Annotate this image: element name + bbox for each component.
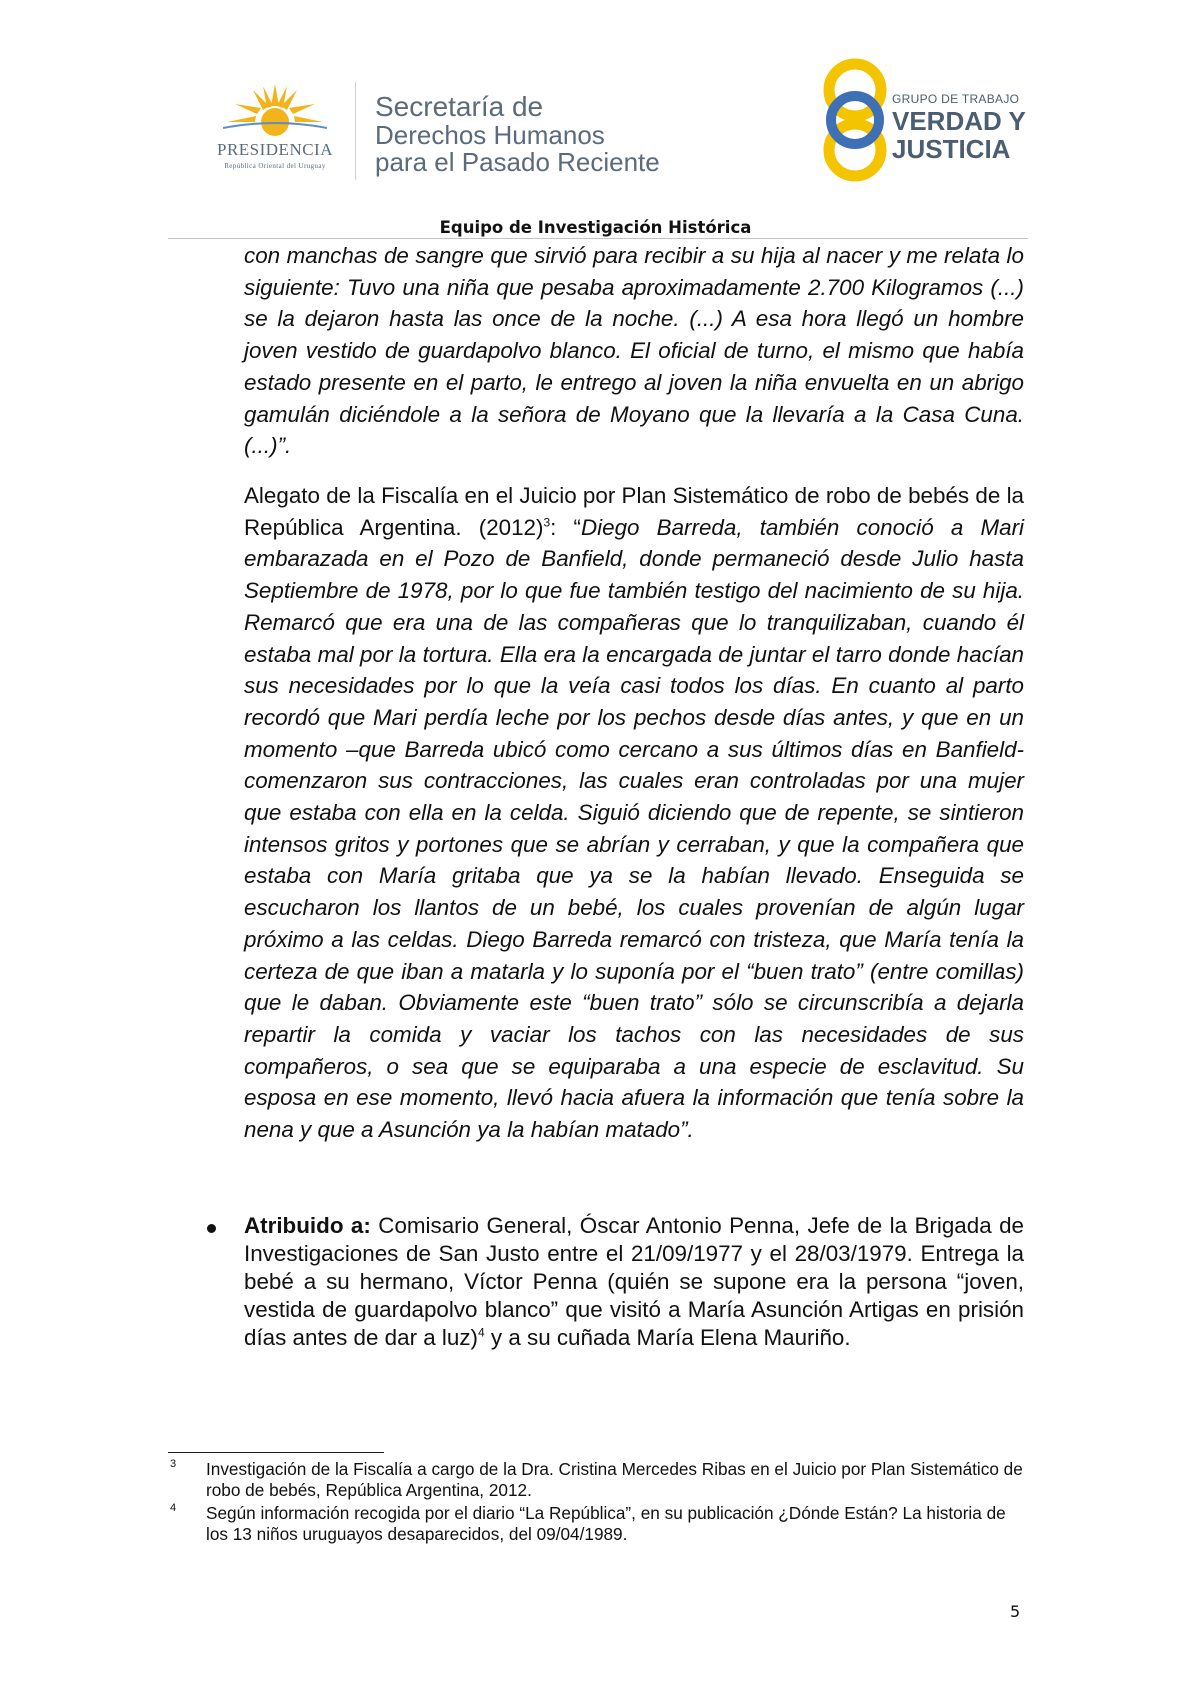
verdad-line: VERDAD Y (892, 106, 1026, 136)
footnote-rule (168, 1452, 384, 1453)
justicia-line: JUSTICIA (892, 134, 1011, 164)
header-rule (168, 238, 1028, 239)
secretaria-logotype (375, 92, 660, 176)
alegato-quote: Diego Barreda, también conoció a Mari embarazada en el Pozo de Banfield, donde permaneció desde Julio hasta Septiembre de 1978, por lo que fue también testigo del nacimiento de su hija. Remarcó que era una de las compañeras que lo tranquilizaban, cuando él estaba mal por la tortura. Ella era la encargada de juntar el tarro donde hacían sus necesidades por lo que la veía casi todos los días. En cuanto al parto recordó que Mari perdía leche por los pechos desde días antes, y que en un momento –que Barreda ubicó como cercano a sus últimos días en Banfield- comenzaron sus contracciones, las cuales eran controladas por una mujer que estaba con ella en la celda. Siguió diciendo que de repente, se sintieron intensos gritos y portones que se abrían y cerraban, y que la compañera que estaba con María gritaba que ya se la habían llevado. Enseguida se escucharon los llantos de un bebé, los cuales provenían de algún lugar próximo a las celdas. Diego Barreda remarcó con tristeza, que María tenía la certeza de que iban a matarla y lo suponía por el “buen trato” (entre comillas) que le daban. Obviamente este “buen trato” sólo se circunscribía a dejarla repartir la comida y vaciar los tachos con las necesidades de sus compañeros, o sea que se equiparaba a una especie de esclavitud. Su esposa en ese momento, llevó hacia afuera la información que tenía sobre la nena y que a Asunción ya la habían matado”. (244, 514, 1025, 1143)
footnote-text: Investigación de la Fiscalía a cargo de la Dra. Cristina Mercedes Ribas en el Juicio por Plan Sistemático de robo de bebés, República Argentina, 2012. (206, 1459, 1023, 1500)
paragraph-alegato (244, 480, 1024, 1146)
verdad-justicia-title (892, 107, 1026, 163)
page-number: 5 (1010, 1602, 1021, 1621)
team-title: Equipo de Investigación Histórica (439, 218, 752, 237)
footnote-number: 4 (170, 1502, 177, 1514)
bullet-atribuido (244, 1212, 1024, 1352)
linked-rings-icon (820, 58, 890, 183)
footnote-ref-4: 4 (478, 1325, 485, 1340)
paragraph-quote-continuation: con manchas de sangre que sirvió para recibir a su hija al nacer y me relata lo siguiente: Tuvo una niña que pesaba aproximadamente 2.700 Kilogramos (...) se la dejaron hasta las once de la noche. (...) A esa hora llegó un hombre joven vestido de guardapolvo blanco. El oficial de turno, el mismo que había estado presente en el parto, le entrego al joven la niña envuelta en un abrigo gamulán diciéndole a la señora de Moyano que la llevaría a la Casa Cuna. (...)”. (244, 243, 1024, 459)
footnote-ref-3: 3 (543, 515, 551, 530)
secretaria-line-3: para el Pasado Reciente (375, 147, 660, 177)
bullet-text: Comisario General, Óscar Antonio Penna, Jefe de la Brigada de Investigaciones de San Justo entre el 21/09/1977 y el 28/03/1979. Entrega la bebé a su hermano, Víctor Penna (quién se supone era la persona “joven, vestida de guardapolvo blanco” que visitó a María Asunción Artigas en prisión días antes de dar a luz) (244, 1213, 1024, 1350)
footnote-number: 3 (170, 1458, 177, 1470)
secretaria-line-1: Secretaría de (375, 91, 544, 122)
presidencia-name: PRESIDENCIA (216, 140, 333, 159)
logo-divider (355, 82, 356, 180)
secretaria-line-2: Derechos Humanos (375, 120, 605, 150)
footnote-text: Según información recogida por el diario “La República”, en su publicación ¿Dónde Están? La historia de los 13 niños uruguayos desaparecidos, del 09/04/1989. (206, 1503, 1006, 1544)
bullet-icon (207, 1224, 216, 1233)
presidencia-logo (195, 82, 355, 177)
bullet-tail: y a su cuñada María Elena Mauriño. (484, 1325, 851, 1350)
grupo-trabajo-label: GRUPO DE TRABAJO (892, 92, 1020, 106)
alegato-colon: : “ (550, 514, 581, 540)
presidencia-subtitle: República Oriental del Uruguay (224, 162, 326, 170)
sun-icon (223, 82, 327, 142)
alegato-intro: Alegato de la Fiscalía en el Juicio por Plan Sistemático de robo de bebés de la República Argentina. (2012) (244, 483, 1024, 540)
bullet-label: Atribuido a: (244, 1213, 371, 1238)
